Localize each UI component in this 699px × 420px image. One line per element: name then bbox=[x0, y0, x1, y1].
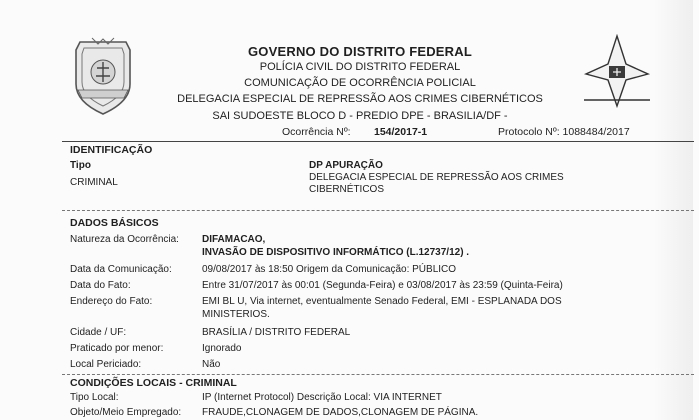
dp-apuracao-line1: DELEGACIA ESPECIAL DE REPRESSÃO AOS CRIMES bbox=[309, 172, 564, 183]
praticado-menor-value: Ignorado bbox=[202, 343, 242, 354]
objeto-meio-value: FRAUDE,CLONAGEM DE DADOS,CLONAGEM DE PÁGINA. bbox=[202, 407, 479, 418]
protocolo-number: Protocolo Nº: 1088484/2017 bbox=[498, 126, 630, 138]
section-title-condicoes-locais: CONDIÇÕES LOCAIS - CRIMINAL bbox=[70, 377, 237, 389]
cidade-uf-label: Cidade / UF: bbox=[70, 327, 127, 338]
ocorrencia-number: 154/2017-1 bbox=[374, 126, 428, 138]
section-title-identificacao: IDENTIFICAÇÃO bbox=[70, 144, 153, 156]
tipo-local-value: IP (Internet Protocol) Descrição Local: VIA INTERNET bbox=[202, 392, 442, 403]
section-divider bbox=[62, 210, 694, 211]
objeto-meio-label: Objeto/Meio Empregado: bbox=[70, 407, 182, 418]
data-comunicacao-label: Data da Comunicação: bbox=[70, 264, 172, 275]
ocorrencia-label: Ocorrência Nº: bbox=[282, 126, 351, 138]
section-title-dados-basicos: DADOS BÁSICOS bbox=[70, 217, 159, 229]
local-periciado-value: Não bbox=[202, 359, 221, 370]
natureza-label: Natureza da Ocorrência: bbox=[70, 234, 179, 245]
document-type: COMUNICAÇÃO DE OCORRÊNCIA POLICIAL bbox=[244, 77, 476, 89]
police-crest-icon bbox=[72, 36, 134, 116]
cidade-uf-value: BRASÍLIA / DISTRITO FEDERAL bbox=[202, 327, 351, 338]
header-divider bbox=[62, 141, 694, 142]
section-divider bbox=[62, 374, 694, 375]
data-comunicacao-value: 09/08/2017 às 18:50 Origem da Comunicação: PÚBLICO bbox=[202, 264, 457, 275]
police-name: POLÍCIA CIVIL DO DISTRITO FEDERAL bbox=[259, 61, 461, 73]
unit-address: SAI SUDOESTE BLOCO D - PREDIO DPE - BRASILIA/DF - bbox=[212, 110, 508, 122]
government-title: GOVERNO DO DISTRITO FEDERAL bbox=[247, 44, 472, 59]
data-fato-value: Entre 31/07/2017 às 00:01 (Segunda-Feira) e 03/08/2017 às 23:59 (Quinta-Feira) bbox=[202, 280, 563, 291]
tipo-label: Tipo bbox=[70, 160, 91, 171]
data-fato-label: Data do Fato: bbox=[70, 280, 131, 291]
natureza-value-line2: INVASÃO DE DISPOSITIVO INFORMÁTICO (L.12737/12) . bbox=[202, 247, 470, 258]
dp-apuracao-line2: CIBERNÉTICOS bbox=[309, 184, 385, 195]
praticado-menor-label: Praticado por menor: bbox=[70, 343, 164, 354]
endereco-fato-value: EMI BL U, Via internet, eventualmente Senado Federal, EMI - ESPLANADA DOS bbox=[202, 296, 562, 307]
df-flag-emblem-icon bbox=[582, 34, 652, 108]
tipo-local-label: Tipo Local: bbox=[70, 392, 119, 403]
local-periciado-label: Local Periciado: bbox=[70, 359, 142, 370]
endereco-fato-label: Endereço do Fato: bbox=[70, 296, 153, 307]
dp-apuracao-label: DP APURAÇÃO bbox=[309, 160, 383, 171]
tipo-value: CRIMINAL bbox=[70, 177, 118, 188]
police-unit: DELEGACIA ESPECIAL DE REPRESSÃO AOS CRIMES CIBERNÉTICOS bbox=[177, 93, 543, 105]
natureza-value: DIFAMACAO, bbox=[202, 234, 266, 245]
endereco-fato-value-line2: MINISTERIOS. bbox=[202, 309, 270, 320]
